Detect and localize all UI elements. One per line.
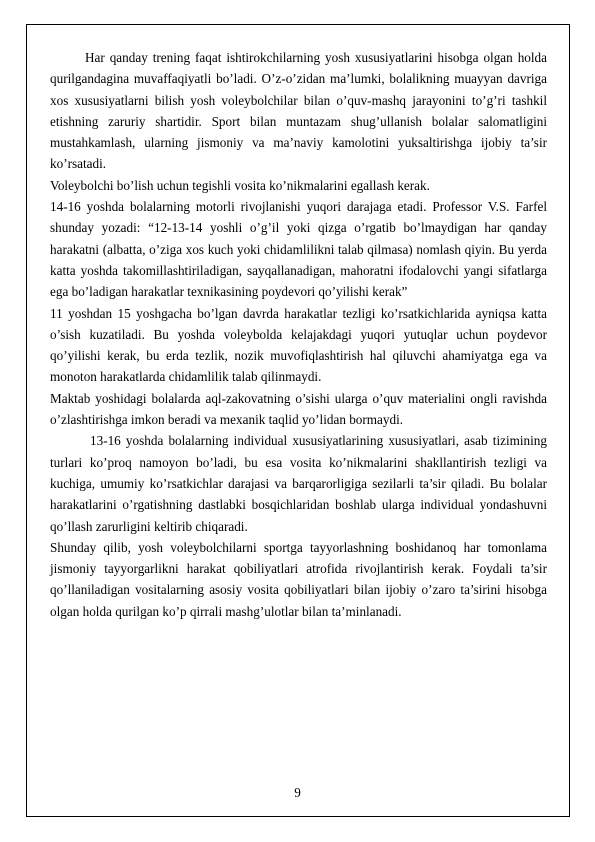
paragraph-training-age: Har qanday trening faqat ishtirokchilarning yosh xususiyatlarini hisobga olgan holda qurilgandagina muvaffaqiyatli bo’ladi. O’z-o’zidan ma’lumki, bolalikning muayyan davriga xos xususiyatlarni bilish yosh voleybolchilar bilan o’quv-mashq jarayonini to’g’ri tashkil etishning zaruriy shartidir. Sport bilan muntazam shug’ullanish bolalar salomatligini mustahkamlash, ularning jismoniy va ma’naviy kamolotini yuksaltirishga ijobiy ta’sir ko’rsatadi.: [50, 50, 547, 172]
document-body: [50, 47, 547, 622]
paragraph-intellect: Maktab yoshidagi bolalarda aql-zakovatning o’sishi ularga o’quv materialini ongli ravishda o’zlashtirishga imkon beradi va mexanik taqlid yo’lidan bormaydi.: [50, 390, 547, 428]
paragraph-motor-skills: Voleybolchi bo’lish uchun tegishli vosita ko’nikmalarini egallash kerak.: [50, 177, 430, 193]
paragraph-conclusion: Shunday qilib, yosh voleybolchilarni sportga tayyorlashning boshidanoq har tomonlama jismoniy tayyorgarlikni harakat qobiliyatlari atrofida rivojlantirish kerak. Foydali ta’sir qo’llaniladigan vositalarning asosiy vosita qobiliyatlari bilan ijobiy o’zaro ta’sirini hisobga olgan holda qurilgan ko’p qirrali mashg’ulotlar bilan ta’minlanadi.: [50, 539, 547, 619]
page-number: 9: [294, 785, 301, 800]
paragraph-individual-traits: 13-16 yoshda bolalarning individual xususiyatlarining xususiyatlari, asab tizimining turlari ko’proq namoyon bo’ladi, bu esa vosita ko’nikmalarini shakllantirish tezligi va kuchiga, umumiy ko’rsatkichlar darajasi va barqarorligiga sezilarli ta’sir qiladi. Bu bolalar harakatlarini o’rgatishning dastlabki bosqichlaridan boshlab ularga individual yondashuvni qo’llash zarurligini keltirib chiqaradi.: [50, 433, 547, 534]
paragraph-farfel-quote: 14-16 yoshda bolalarning motorli rivojlanishi yuqori darajaga etadi. Professor V.S. Farfel shunday yozadi: “12-13-14 yoshli o’g’il yoki qizga o’rgatib bo’lmaydigan har qanday harakatni (albatta, o’ziga xos kuch yoki chidamlilikni talab qilmasa) nomlash qiyin. Bu yerda katta yoshda takomillashtiriladigan, sayqallanadigan, mahoratni ifodalovchi yangi sifatlarga ega bo’ladigan harakatlar texnikasining poydevori qo’yilishi kerak”: [50, 199, 547, 300]
paragraph-speed-growth: 11 yoshdan 15 yoshgacha bo’lgan davrda harakatlar tezligi ko’rsatkichlarida ayniqsa katta o’sish kuzatiladi. Bu yoshda voleybolda kelajakdagi yuqori yutuqlar uchun poydevor qo’yilishi kerak, bu erda tezlik, nozik muvofiqlashtirish hal qiluvchi ahamiyatga ega va monoton harakatlarda chidamlilik talab qilinmaydi.: [50, 305, 547, 385]
